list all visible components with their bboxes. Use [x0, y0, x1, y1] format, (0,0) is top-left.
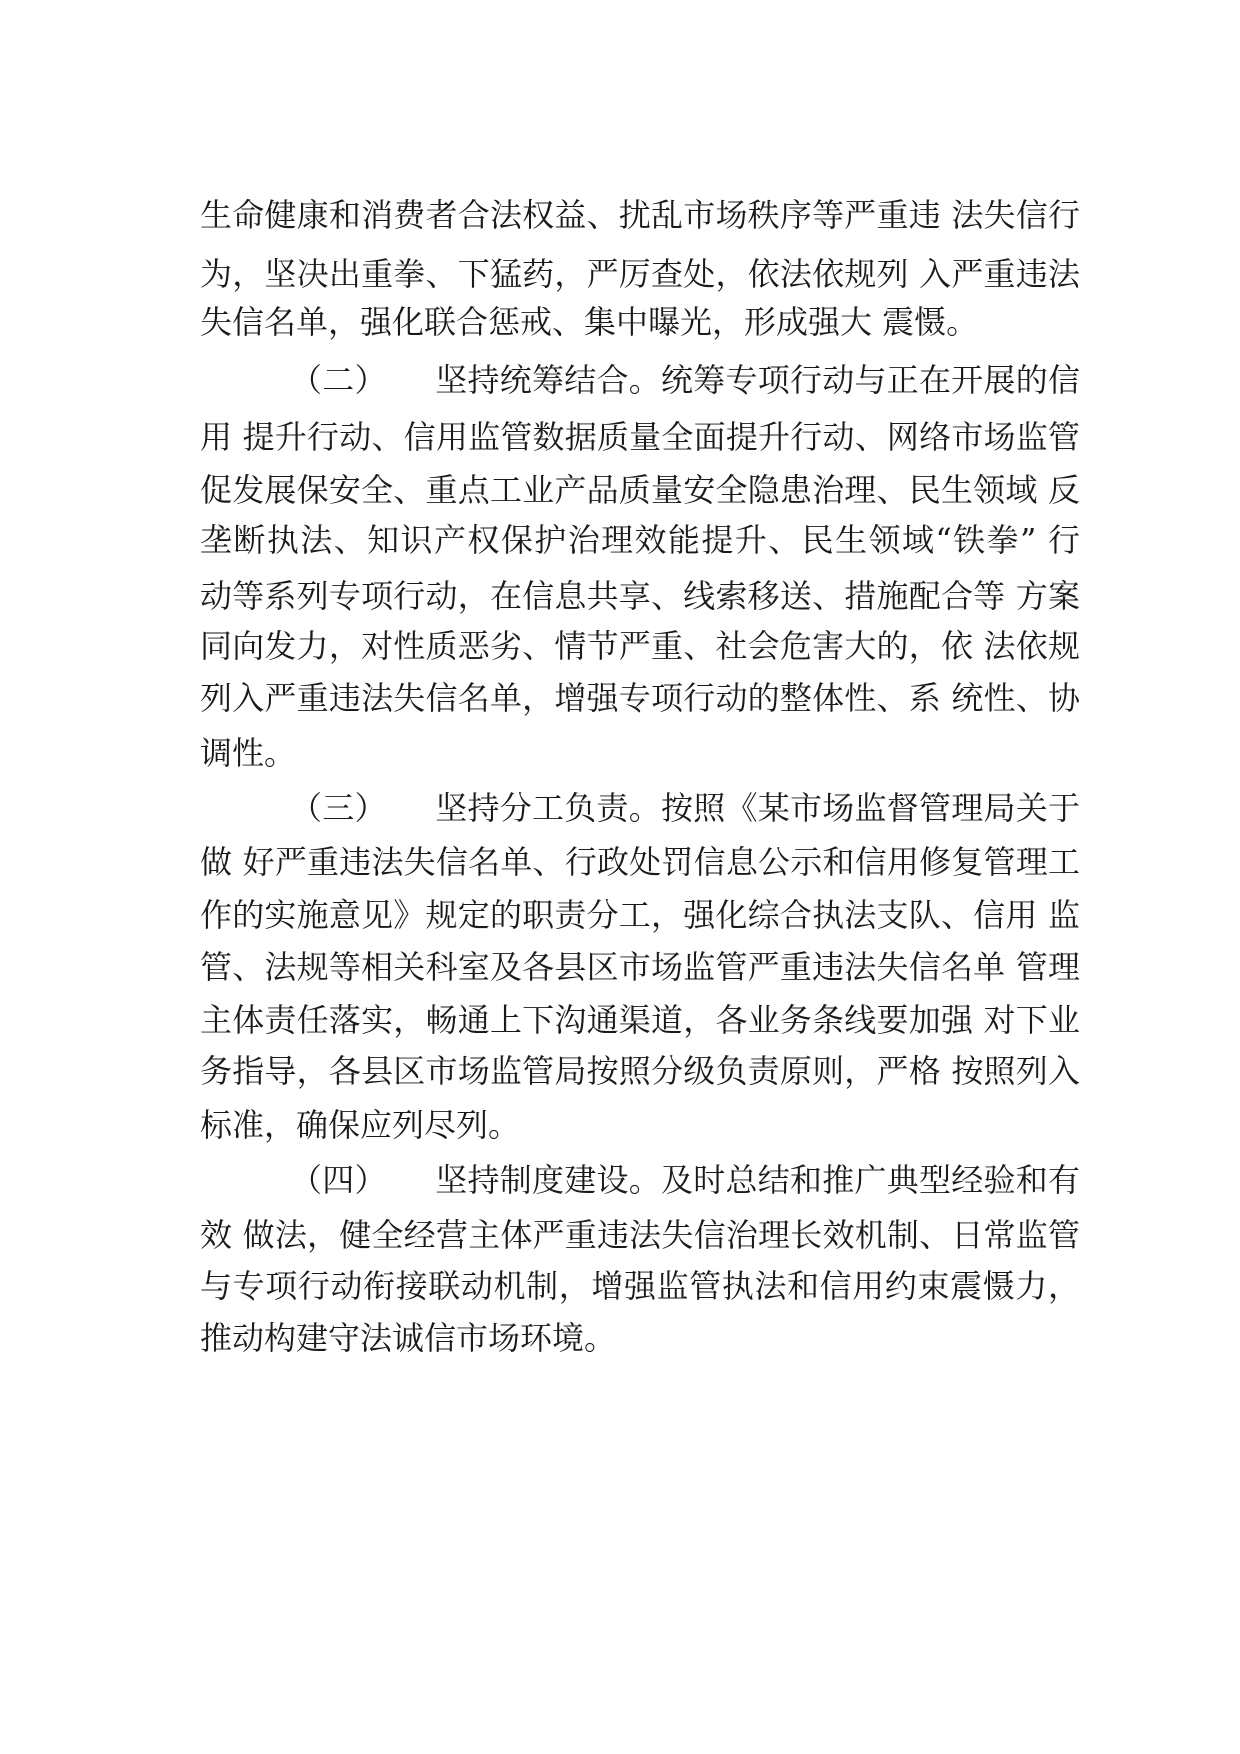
text-line: 列入严重违法失信名单，增强专项行动的整体性、系 统性、协 — [200, 679, 1080, 717]
text-line: 作的实施意见》规定的职责分工，强化综合执法支队、信用 监 — [200, 896, 1080, 934]
text-line: 动等系列专项行动，在信息共享、线索移送、措施配合等 方案 — [200, 577, 1080, 615]
text-line: 失信名单，强化联合惩戒、集中曝光，形成强大 震慑。 — [200, 303, 979, 341]
text-line: 做 好严重违法失信名单、行政处罚信息公示和信用修复管理工 — [200, 843, 1080, 881]
text-line: 垄断执法、知识产权保护治理效能提升、民生领域“铁拳” 行 — [200, 521, 1080, 559]
text-line: 主体责任落实，畅通上下沟通渠道，各业务条线要加强 对下业 — [200, 1001, 1080, 1039]
text-line: 与专项行动衔接联动机制，增强监管执法和信用约束震慑力， — [200, 1267, 1080, 1305]
text-line: 管、法规等相关科室及各县区市场监管严重违法失信名单 管理 — [200, 948, 1080, 986]
text-line: 用 提升行动、信用监管数据质量全面提升行动、网络市场监管 — [200, 418, 1080, 456]
text-line: 推动构建守法诚信市场环境。 — [200, 1319, 617, 1357]
section-heading-2: （二） 坚持统筹结合。统筹专项行动与正在开展的信 — [290, 361, 1080, 399]
text-line: 促发展保安全、重点工业产品质量安全隐患治理、民生领域 反 — [200, 471, 1080, 509]
text-line: 生命健康和消费者合法权益、扰乱市场秩序等严重违 法失信行 — [200, 196, 1080, 234]
text-line: 标准，确保应列尽列。 — [200, 1106, 521, 1144]
section-heading-3: （三） 坚持分工负责。按照《某市场监督管理局关于 — [290, 789, 1080, 827]
text-line: 同向发力，对性质恶劣、情节严重、社会危害大的，依 法依规 — [200, 627, 1080, 665]
text-line: 为，坚决出重拳、下猛药，严厉查处，依法依规列 入严重违法 — [200, 255, 1080, 293]
section-heading-4: （四） 坚持制度建设。及时总结和推广典型经验和有 — [290, 1161, 1080, 1199]
text-line: 务指导，各县区市场监管局按照分级负责原则，严格 按照列入 — [200, 1052, 1080, 1090]
text-line: 效 做法，健全经营主体严重违法失信治理长效机制、日常监管 — [200, 1216, 1080, 1254]
text-line: 调性。 — [200, 734, 297, 772]
